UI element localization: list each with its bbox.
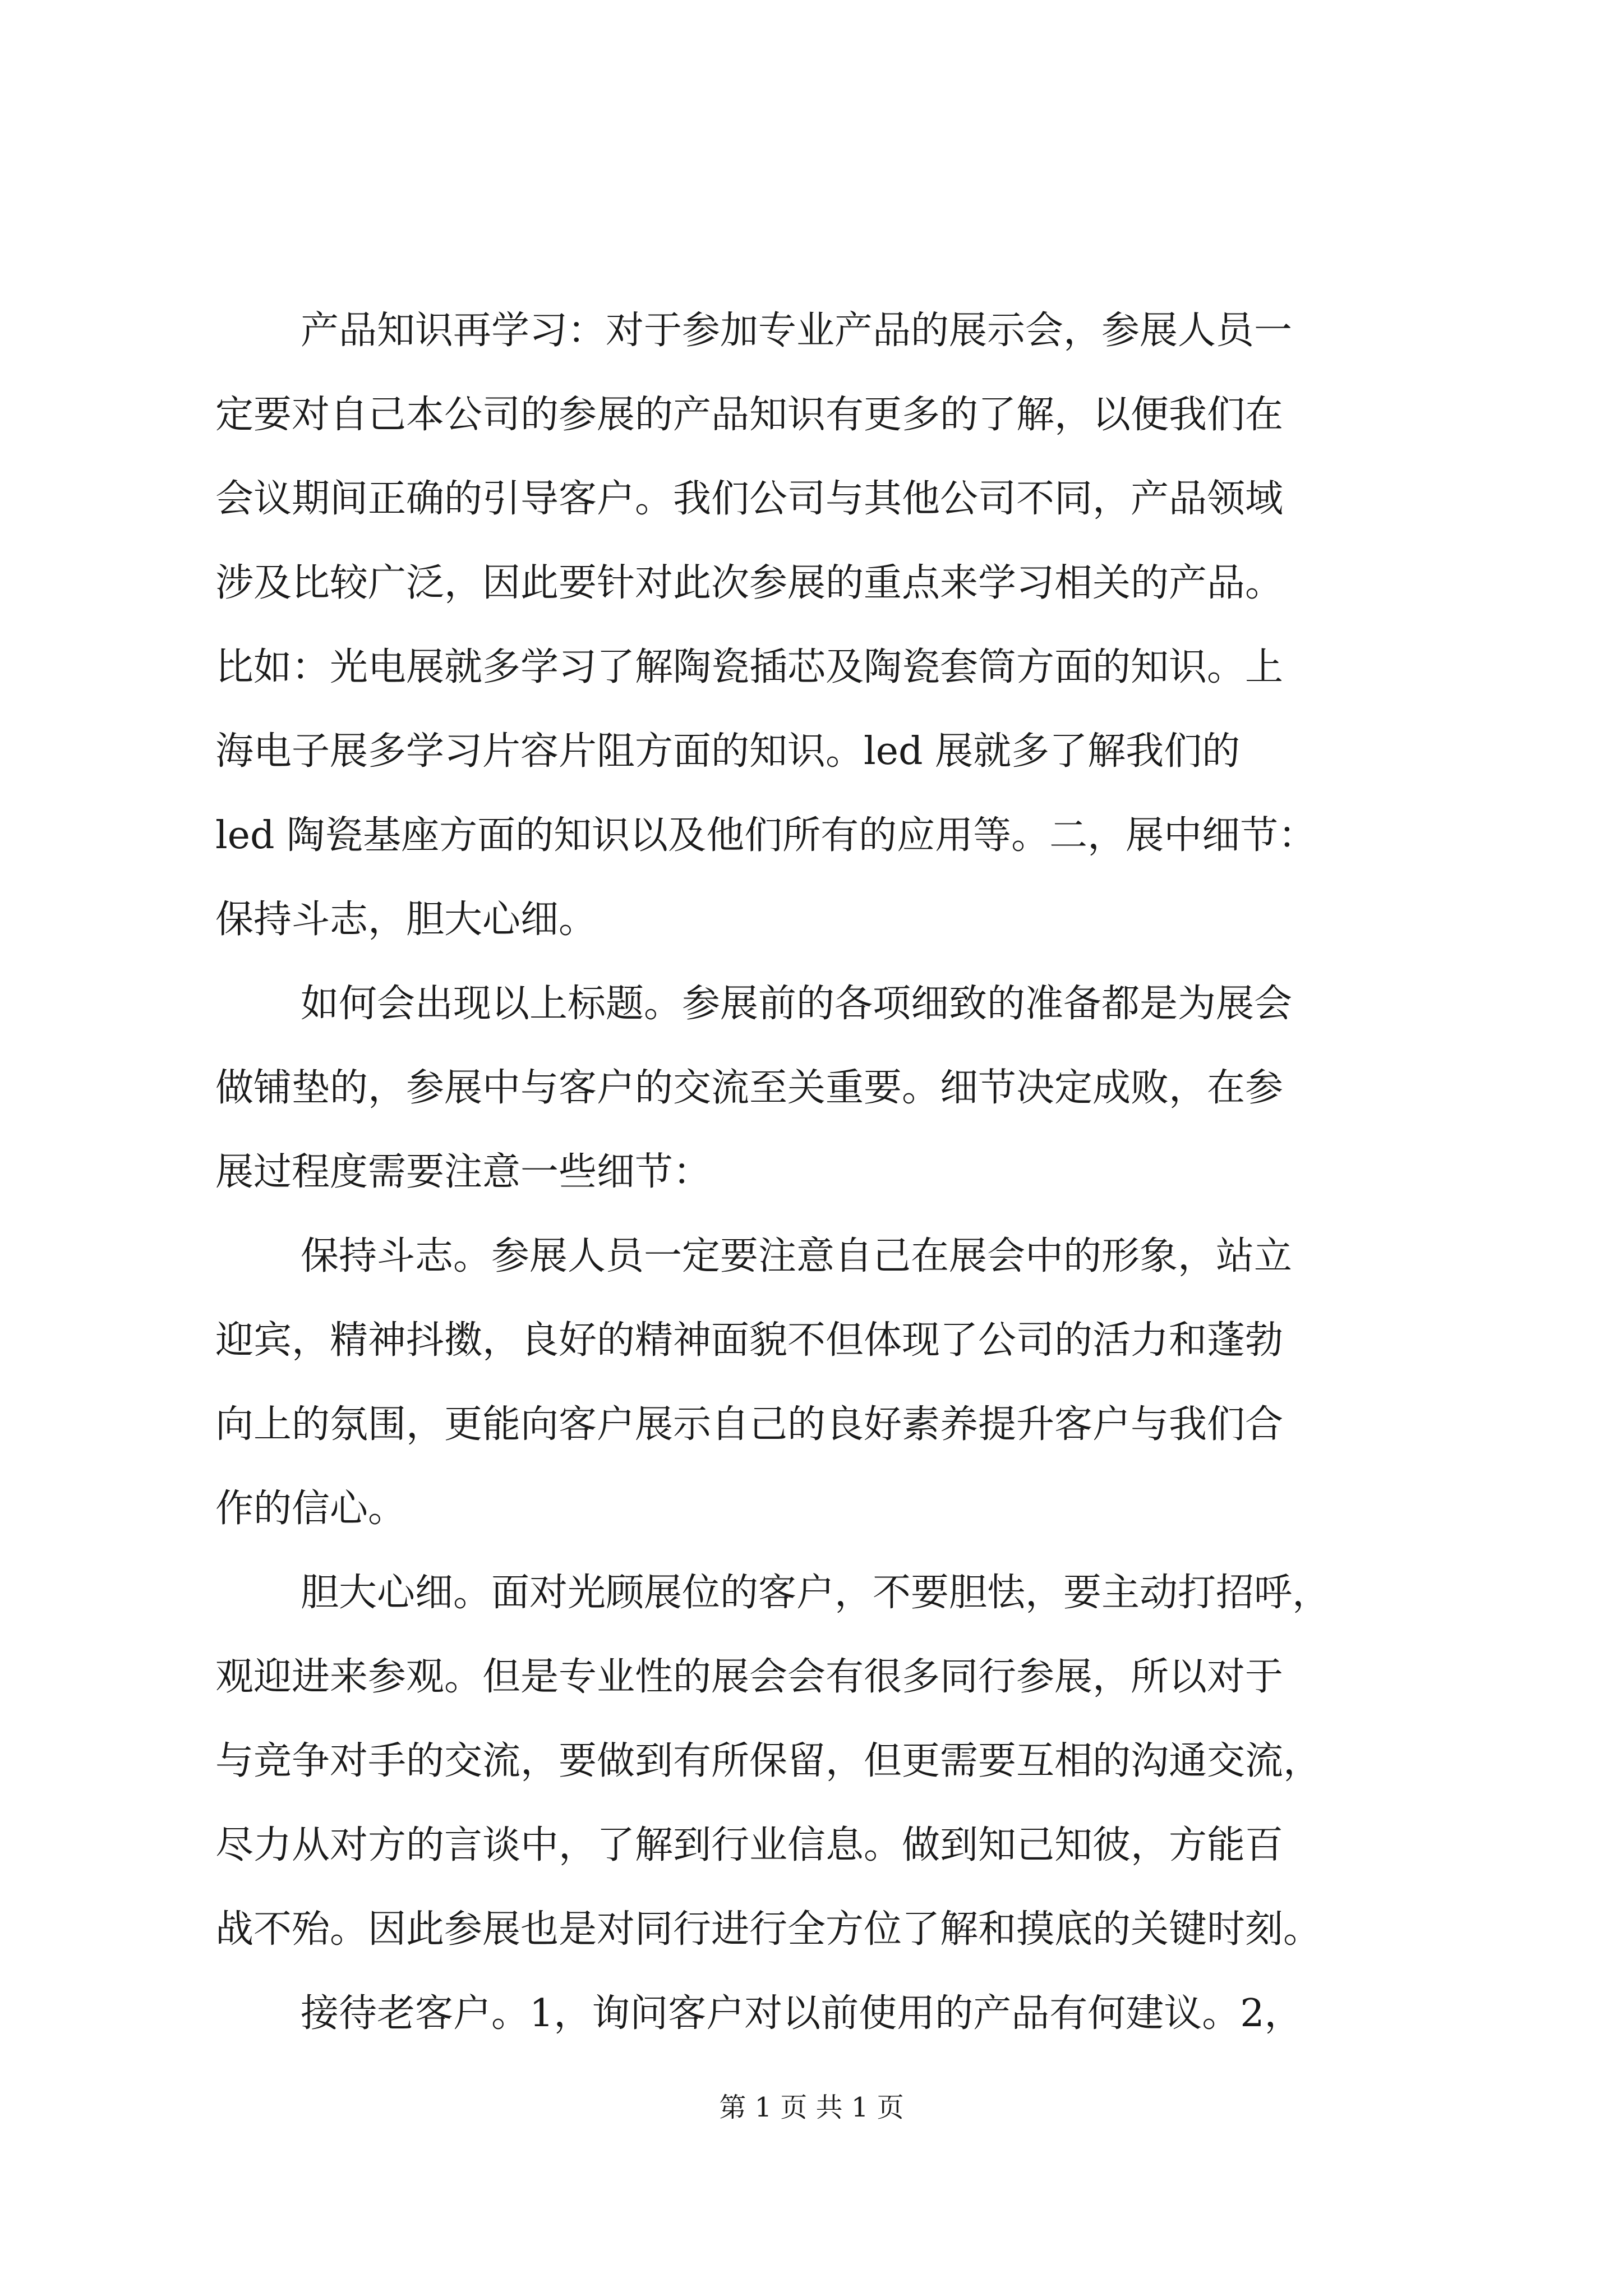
- paragraph-line: 会议期间正确的引导客户。我们公司与其他公司不同，产品领域: [215, 477, 1284, 521]
- paragraph-line: 接待老客户。1，询问客户对以前使用的产品有何建议。2，: [301, 1991, 1303, 2036]
- paragraph-line: 迎宾，精神抖擞，良好的精神面貌不但体现了公司的活力和蓬勃: [215, 1318, 1284, 1363]
- paragraph-line: 观迎进来参观。但是专业性的展会会有很多同行参展，所以对于: [215, 1655, 1284, 1699]
- paragraph-line: 作的信心。: [215, 1487, 407, 1531]
- paragraph-line: 海电子展多学习片容片阻方面的知识。led 展就多了解我们的: [215, 729, 1241, 774]
- paragraph-line: 产品知识再学习：对于参加专业产品的展示会，参展人员一: [301, 309, 1293, 353]
- paragraph-line: 尽力从对方的言谈中，了解到行业信息。做到知己知彼，方能百: [215, 1823, 1284, 1867]
- paragraph-line: 战不殆。因此参展也是对同行进行全方位了解和摸底的关键时刻。: [215, 1907, 1322, 1952]
- paragraph-line: 保持斗志。参展人员一定要注意自己在展会中的形象，站立: [301, 1234, 1293, 1278]
- paragraph-line: 如何会出现以上标题。参展前的各项细致的准备都是为展会: [301, 982, 1293, 1026]
- paragraph-line: 胆大心细。面对光顾展位的客户，不要胆怯，要主动打招呼，: [301, 1571, 1331, 1615]
- paragraph-line: 向上的氛围，更能向客户展示自己的良好素养提升客户与我们合: [215, 1402, 1284, 1447]
- paragraph-line: 比如：光电展就多学习了解陶瓷插芯及陶瓷套筒方面的知识。上: [215, 645, 1284, 689]
- document-body: [215, 289, 1438, 2056]
- paragraph-line: 保持斗志，胆大心细。: [215, 898, 597, 942]
- paragraph-line: 涉及比较广泛，因此要针对此次参展的重点来学习相关的产品。: [215, 561, 1284, 605]
- paragraph-line: 与竞争对手的交流，要做到有所保留，但更需要互相的沟通交流，: [215, 1739, 1322, 1783]
- paragraph-line: 定要对自己本公司的参展的产品知识有更多的了解，以便我们在: [215, 393, 1284, 437]
- page-footer: 第 1 页 共 1 页: [719, 2092, 904, 2123]
- paragraph-line: 展过程度需要注意一些细节：: [215, 1150, 712, 1194]
- paragraph-line: led 陶瓷基座方面的知识以及他们所有的应用等。二，展中细节：: [215, 813, 1317, 858]
- paragraph-line: 做铺垫的，参展中与客户的交流至关重要。细节决定成败，在参: [215, 1066, 1284, 1110]
